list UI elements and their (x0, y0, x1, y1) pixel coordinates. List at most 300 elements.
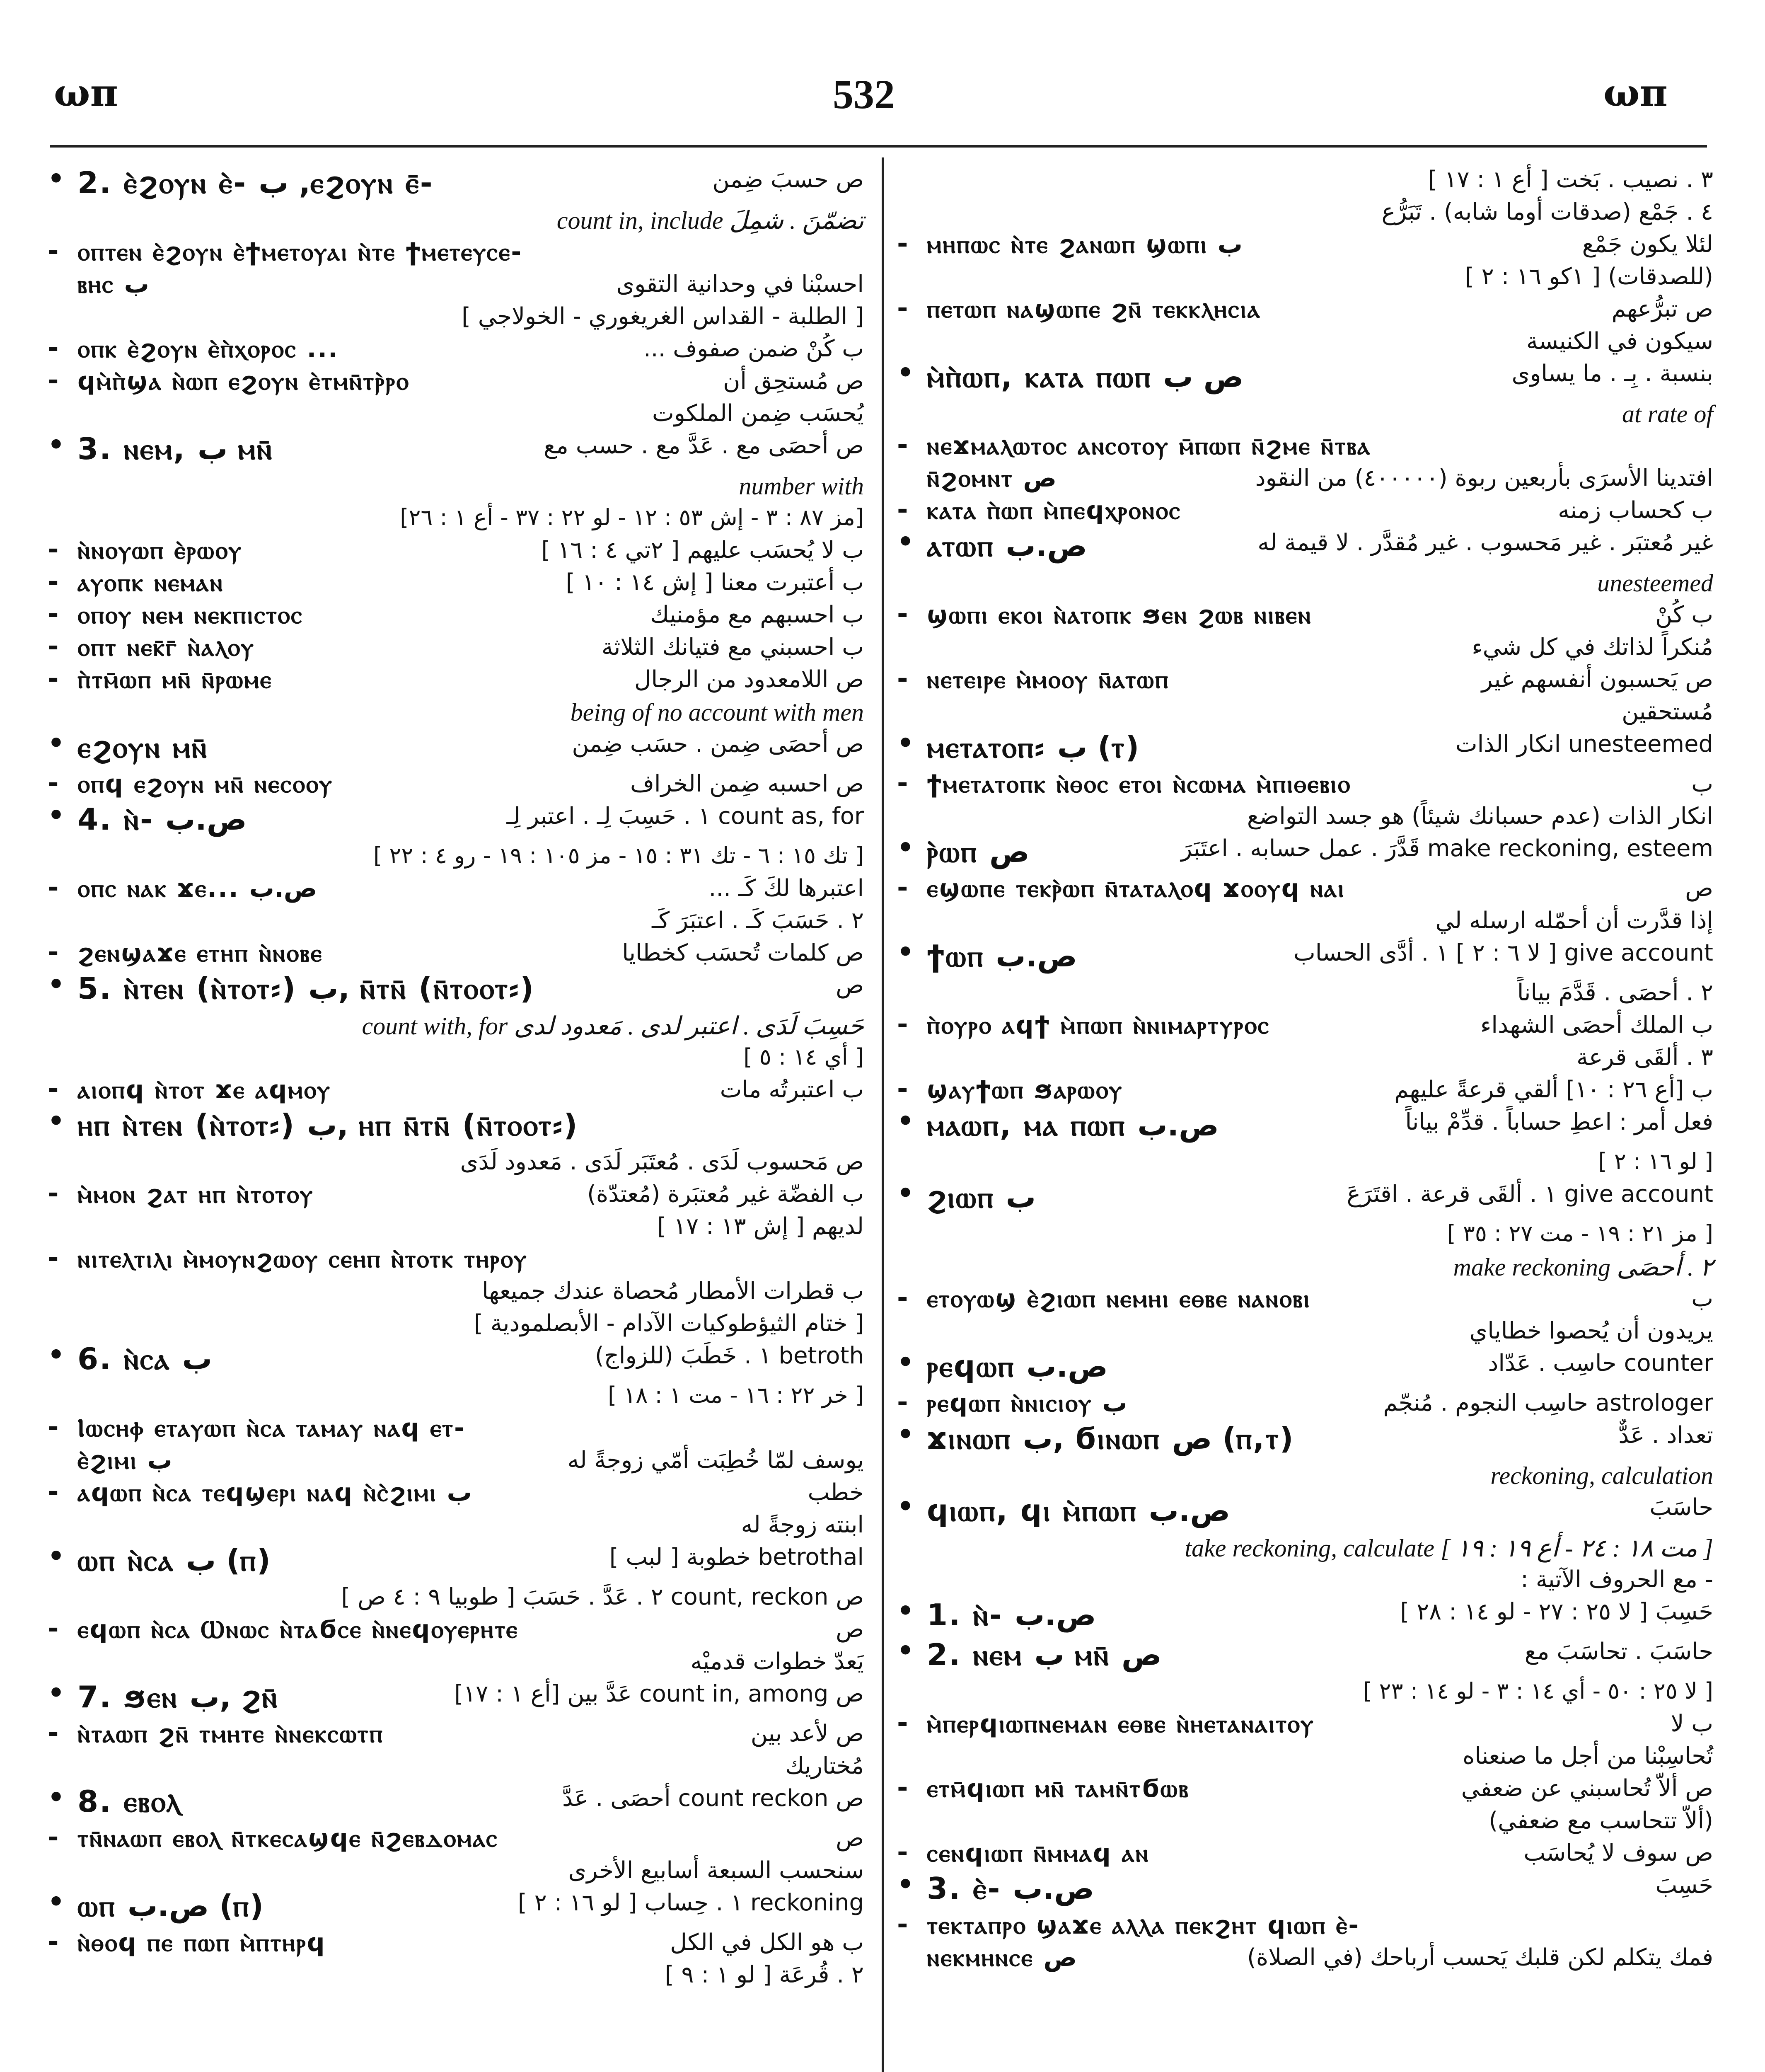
coptic-text: ⲉⲧⲙ̄ϥⲓⲱⲡ ⲙⲛ̄ ⲧⲁⲙⲛ̄ⲧϭⲱⲃ (927, 1774, 1190, 1803)
dictionary-line (897, 1419, 1717, 1459)
dictionary-line (897, 196, 1717, 228)
arabic-gloss: unesteemed انكار الذات (1455, 731, 1713, 758)
coptic-text: 2. ⲉ̀ϩⲟⲩⲛ ⲉ̀- ب ,ⲉϩⲟⲩⲛ ⲉ̄- (77, 165, 434, 200)
coptic-text: 5. ⲛ̀ⲧⲉⲛ (ⲛ̀ⲧⲟⲧ⸗) ب, ⲛ̄ⲧⲛ̄ (ⲛ̄ⲧⲟⲟⲧ⸗) (77, 971, 535, 1006)
arabic-gloss: ب [أع ٢٦ : ١٠] ألقي قرعةً عليهم (1394, 1076, 1713, 1103)
arabic-gloss: ص حسبَ ضِمن (712, 166, 864, 193)
right-column (897, 164, 1717, 2072)
coptic-text: ϣⲱⲡⲓ ⲉⲕⲟⲓ ⲛ̀ⲁⲧⲟⲡⲕ ϧⲉⲛ ϩⲱⲃ ⲛⲓⲃⲉⲛ (927, 600, 1312, 629)
dictionary-line (897, 1347, 1717, 1387)
scripture-reference: [ لا ٢٥ : ٥٠ - أي ١٤ : ٣ - لو ١٤ : ٢٣ ] (1363, 1678, 1713, 1704)
coptic-text: ϩⲉⲛϣⲁϫⲉ ⲉⲧⲏⲡ ⲛ̀ⲛⲟⲃⲉ (77, 939, 323, 968)
dictionary-line (48, 728, 868, 768)
coptic-text: ⲙⲁⲱⲡ, ⲙⲁ ⲡⲱⲡ ص.ب (927, 1108, 1219, 1143)
dictionary-line (897, 1491, 1717, 1531)
entry-bullet: • (48, 1887, 65, 1917)
dictionary-line (48, 300, 868, 333)
header-rule (50, 145, 1707, 148)
dictionary-line (897, 293, 1717, 325)
dictionary-line (897, 1708, 1717, 1740)
coptic-text: ⲟⲡⲟⲩ ⲛⲉⲙ ⲛⲉⲕⲡⲓⲥⲧⲟⲥ (77, 600, 303, 629)
arabic-gloss: ص count reckon أحصَى . عَدَّ (562, 1785, 864, 1812)
arabic-gloss: حاسَبَ (1649, 1494, 1713, 1521)
dictionary-line (897, 358, 1717, 397)
header-left-guide-word: ωπ (54, 70, 118, 115)
dictionary-line (897, 261, 1717, 293)
coptic-text: 4. ⲛ̀- ص.ب (77, 802, 247, 837)
arabic-gloss: ب لا (1671, 1710, 1713, 1737)
arabic-gloss: betrothal خطوبة [ لبب ] (609, 1544, 864, 1571)
arabic-gloss: ٤ . جَمْع (صدقات أوما شابه) . تَبَرُّع (1381, 198, 1713, 225)
arabic-gloss: reckoning ١ . حِساب [ لو ١٦ : ٢ ] (517, 1889, 864, 1916)
arabic-gloss: ٣ . ألقَى قرعة (1576, 1044, 1713, 1071)
entry-bullet: - (897, 1009, 908, 1040)
dictionary-line (897, 696, 1717, 728)
dictionary-line (48, 1380, 868, 1412)
entry-bullet: - (48, 1178, 59, 1209)
dictionary-line (897, 1459, 1717, 1491)
arabic-gloss: حَسِبَ (1655, 1872, 1713, 1899)
scripture-reference: [ خر ٢٢ : ١٦ - مت ١ : ١٨ ] (608, 1382, 864, 1408)
coptic-text: ⲃⲏⲥ ب (77, 270, 149, 299)
dictionary-line (48, 1581, 868, 1613)
entry-bullet: - (48, 1822, 59, 1853)
coptic-text: ϯⲱⲡ ص.ب (927, 939, 1077, 973)
arabic-gloss: ص (1685, 875, 1713, 902)
coptic-text: ϯⲙⲉⲧⲁⲧⲟⲡⲕ ⲛ̀ⲑⲟⲥ ⲉⲧⲟⲓ ⲛ̀ⲥⲱⲙⲁ ⲙ̀ⲡⲓⲑⲉⲃⲓⲟ (927, 770, 1351, 799)
coptic-text: 1. ⲛ̀- ص.ب (927, 1598, 1096, 1632)
arabic-gloss: مُنكراً لذاتك في كل شيء (1472, 634, 1713, 661)
dictionary-line (48, 1750, 868, 1782)
dictionary-line (897, 1869, 1717, 1909)
dictionary-line (48, 768, 868, 800)
entry-bullet: • (897, 1491, 914, 1522)
dictionary-line (48, 1106, 868, 1146)
coptic-text: ⲁⲧⲱⲡ ص.ب (927, 528, 1087, 563)
english-gloss: unesteemed (1597, 569, 1713, 597)
dictionary-line (897, 872, 1717, 905)
dictionary-line (897, 1675, 1717, 1708)
dictionary-line (48, 1509, 868, 1541)
dictionary-line (897, 1805, 1717, 1837)
arabic-gloss: افتدينا الأسرَى بأربعين ربوة (٤٠٠٠٠٠) من النقود (1255, 465, 1713, 491)
entry-bullet: • (48, 1782, 65, 1813)
arabic-gloss: يوسف لمّا خُطِبَت أُمّي زوجةً له (567, 1447, 864, 1474)
dictionary-line (48, 470, 868, 502)
arabic-gloss: ب اعتبرتُه مات (720, 1076, 864, 1103)
coptic-text: ⲙ̀ⲡ̀ⲱⲡ, ⲕⲁⲧⲁ ⲡⲱⲡ ص ب (927, 359, 1244, 394)
coptic-text: ϩⲓⲱⲡ ب (927, 1180, 1036, 1215)
coptic-text: ⲟⲡⲧⲉⲛ ⲉ̀ϩⲟⲩⲛ ⲉ̀ϯⲙⲉⲧⲟⲩⲁⲓ ⲛ̀ⲧⲉ ϯⲙⲉⲧⲉⲩⲥⲉ- (77, 237, 523, 266)
arabic-gloss: ص count in, among عَدَّ بين [أع ١ : ١٧] (454, 1680, 864, 1707)
arabic-gloss: خطب (808, 1479, 864, 1506)
entry-bullet: • (48, 164, 65, 194)
coptic-text: ⲛ̀ⲛⲟⲩⲱⲡ ⲉ̀ⲣⲱⲟⲩ (77, 536, 243, 565)
dictionary-line (897, 768, 1717, 800)
entry-bullet: • (48, 1541, 65, 1572)
arabic-gloss: ص count, reckon ٢ . عَدَّ . حَسَبَ [ طوبيا ٩ : ٤ ص ] (341, 1583, 864, 1610)
entry-bullet: - (897, 293, 908, 324)
coptic-text: ⲟⲡⲧ ⲛⲉⲕ̄ⲅ̄ ⲛ̀ⲁⲗⲟⲩ (77, 633, 255, 662)
dictionary-line (897, 1041, 1717, 1074)
dictionary-line (48, 1927, 868, 1959)
dictionary-line (897, 164, 1717, 196)
coptic-text: ⲧⲉⲕⲧⲁⲡⲣⲟ ϣⲁϫⲉ ⲁⲗⲗⲁ ⲡⲉⲕϩⲏⲧ ϥⲓⲱⲡ ⲉ̀- (927, 1911, 1360, 1940)
arabic-gloss: احسبْنا في وحدانية التقوى (616, 271, 864, 298)
arabic-gloss: ٢ . قُرعَة [ لو ١ : ٩ ] (665, 1961, 864, 1988)
arabic-gloss: ص مُستحِق أن (723, 368, 864, 395)
entry-bullet: • (48, 1678, 65, 1709)
dictionary-line (897, 1315, 1717, 1347)
coptic-text: 3. ⲉ̀- ص.ب (927, 1871, 1094, 1906)
arabic-gloss: ب أُعتبرت معنا [ إش ١٤ : ١٠ ] (566, 569, 864, 596)
dictionary-line (897, 1772, 1717, 1805)
arabic-gloss: تعداد . عَدٌّ (1618, 1422, 1713, 1449)
dictionary-line (48, 1541, 868, 1581)
coptic-text: ⲉ̀ϩⲓⲙⲓ ب (77, 1446, 172, 1475)
scripture-reference: [ أي ١٤ : ٥ ] (743, 1044, 864, 1070)
dictionary-line (48, 1307, 868, 1340)
arabic-gloss: counter حاسِب . عَدّاد (1488, 1350, 1713, 1377)
dictionary-line (48, 397, 868, 430)
dictionary-line (48, 268, 868, 300)
arabic-gloss: ص سوف لا يُحاسَب (1523, 1840, 1713, 1866)
arabic-gloss: count as, for ١ . حَسِبَ لِـ . اعتبر لِـ (506, 803, 864, 830)
dictionary-line (48, 840, 868, 872)
coptic-text: ⲣⲉϥⲱⲡ ⲛ̀ⲛⲓⲥⲓⲟⲩ ب (927, 1389, 1127, 1418)
scripture-reference: [ مز ٢١ : ١٩ - مت ٢٧ : ٣٥ ] (1447, 1220, 1713, 1247)
arabic-gloss: give account ١ . ألقَى قرعة . اقتَرَعَ (1347, 1181, 1713, 1208)
coptic-text: ⲡⲉⲧⲱⲡ ⲛⲁϣⲱⲡⲉ ϩⲛ̄ ⲧⲉⲕⲕⲗⲏⲥⲓⲁ (927, 295, 1261, 324)
entry-bullet: - (48, 663, 59, 694)
arabic-gloss: (للصدقات) [ ١كو ١٦ : ٢ ] (1465, 263, 1713, 290)
arabic-gloss: ٢ . أحصَى . قَدَّمَ بياناً (1517, 979, 1713, 1006)
dictionary-line (48, 1822, 868, 1854)
english-gloss: count in, include تضمّنَ . شمِلَ (556, 207, 864, 234)
entry-bullet: - (48, 937, 59, 968)
dictionary-line (48, 1678, 868, 1718)
arabic-gloss: ب كُنْ (1655, 601, 1713, 628)
coptic-text: ⲉⲧⲟⲩⲱϣ ⲉ̀ϩⲓⲱⲡ ⲛⲉⲙⲏⲓ ⲉⲑⲃⲉ ⲛⲁⲛⲟⲃⲓ (927, 1284, 1311, 1313)
dictionary-line (897, 1636, 1717, 1675)
coptic-text: ⲙ̀ⲙⲟⲛ ϩⲁⲧ ⲏⲡ ⲛ̀ⲧⲟⲧⲟⲩ (77, 1180, 314, 1209)
arabic-gloss: لديهم [ إش ١٣ : ١٧ ] (657, 1213, 864, 1240)
arabic-gloss: ص يَحسبون أنفسهم غير (1481, 666, 1713, 693)
entry-bullet: • (897, 527, 914, 557)
coptic-text: ⲱⲡ ⲛ̀ⲥⲁ ب (ⲡ) (77, 1543, 271, 1578)
dictionary-line (897, 631, 1717, 663)
coptic-text: 2. ⲛⲉⲙ ب ⲙⲛ̄ ص (927, 1637, 1162, 1672)
dictionary-line (48, 1243, 868, 1275)
dictionary-line (48, 696, 868, 728)
coptic-text: ⲡ̀ⲟⲩⲣⲟ ⲁϥϯ ⲙ̀ⲡⲱⲡ ⲛ̀ⲛⲓⲙⲁⲣⲧⲩⲣⲟⲥ (927, 1011, 1270, 1040)
dictionary-line (48, 534, 868, 566)
coptic-text: ⲟⲡⲥ ⲛⲁⲕ ϫⲉ... ص.ب (77, 874, 317, 903)
coptic-text: ϥⲙ̀ⲡ̀ϣⲁ ⲛ̀ⲱⲡ ⲉϩⲟⲩⲛ ⲉ̀ⲧⲙⲛ̄ⲧⲣ̀ⲣⲟ (77, 367, 410, 396)
english-gloss: being of no account with men (570, 699, 864, 726)
entry-bullet: - (48, 631, 59, 662)
dictionary-line (897, 462, 1717, 494)
entry-bullet: - (897, 1772, 908, 1803)
arabic-gloss: ب (1691, 770, 1713, 797)
arabic-gloss: حاسَبَ . تحاسَبَ مع (1524, 1638, 1713, 1665)
coptic-text: ⲱⲡ ص.ب (ⲡ) (77, 1888, 264, 1923)
dictionary-line (48, 365, 868, 397)
entry-bullet: - (897, 768, 908, 799)
entry-bullet: • (897, 937, 914, 968)
entry-bullet: • (897, 1596, 914, 1627)
arabic-gloss: ص مَحسوب لَدَى . مُعتَبَر لَدَى . مَعدود لَدَى (460, 1148, 864, 1175)
arabic-gloss: ب لا يُحسَب عليهم [ ٢تي ٤ : ١٦ ] (541, 537, 864, 564)
coptic-text: 8. ⲉⲃⲟⲗ (77, 1784, 181, 1819)
dictionary-line (897, 1218, 1717, 1250)
dictionary-line (48, 1412, 868, 1444)
entry-bullet: • (897, 1347, 914, 1378)
dictionary-line (48, 937, 868, 969)
coptic-text: ϣⲁⲩϯⲱⲡ ϧⲁⲣⲱⲟⲩ (927, 1075, 1123, 1104)
arabic-gloss: ص (836, 1616, 864, 1643)
coptic-text: Ⲓⲱⲥⲏⲫ ⲉⲧⲁⲩⲱⲡ ⲛ̀ⲥⲁ ⲧⲁⲙⲁⲩ ⲛⲁϥ ⲉⲧ- (77, 1414, 466, 1443)
dictionary-line (897, 228, 1717, 261)
arabic-gloss: make reckoning, esteem قَدَّرَ . عمل حسابه . اعتَبَرَ (1181, 835, 1713, 862)
arabic-gloss: سنحسب السبعة أسابيع الأخرى (568, 1857, 864, 1884)
dictionary-line (897, 800, 1717, 833)
arabic-gloss: يريدون أن يُحصوا خطاياي (1469, 1317, 1713, 1344)
dictionary-line (48, 1275, 868, 1307)
dictionary-line (48, 1074, 868, 1106)
coptic-text: ⲙⲉⲧⲁⲧⲟⲡ⸗ ب (ⲧ) (927, 730, 1139, 765)
dictionary-line (897, 833, 1717, 872)
entry-bullet: - (48, 566, 59, 597)
arabic-gloss: بنسبة . بِـ . ما يساوى (1511, 360, 1713, 387)
coptic-text: ⲛⲓⲧⲉⲗⲧⲓⲗⲓ ⲙ̀ⲙⲟⲩⲛϩⲱⲟⲩ ⲥⲉⲏⲡ ⲛ̀ⲧⲟⲧⲕ ⲧⲏⲣⲟⲩ (77, 1244, 528, 1273)
arabic-gloss: astrologer حاسِب النجوم . مُنجّم (1383, 1389, 1713, 1416)
dictionary-line (897, 599, 1717, 631)
dictionary-line (48, 599, 868, 631)
arabic-gloss: اعتبرها لكَ كَـ ... (708, 875, 864, 902)
arabic-gloss: ص احسبه ضِمن الخراف (630, 770, 864, 797)
coptic-text: ⲟⲡⲕ ⲉ̀ϩⲟⲩⲛ ⲉ̀ⲡ̀ⲭⲟⲣⲟⲥ ... (77, 334, 339, 363)
coptic-text: ⲉϩⲟⲩⲛ ⲙⲛ̄ (77, 730, 208, 765)
arabic-gloss: ص تبرُّعهم (1611, 295, 1713, 322)
entry-bullet: - (897, 1283, 908, 1313)
dictionary-line (48, 1887, 868, 1927)
dictionary-line (897, 977, 1717, 1009)
coptic-text: ⲁⲩⲟⲡⲕ ⲛⲉⲙⲁⲛ (77, 568, 224, 597)
entry-bullet: - (897, 1909, 908, 1940)
dictionary-line (48, 1959, 868, 1991)
coptic-text: ⲙ̀ⲡⲉⲣϥⲓⲱⲡⲛⲉⲙⲁⲛ ⲉⲑⲃⲉ ⲛ̀ⲏⲉⲧⲁⲛⲁⲓⲧⲟⲩ (927, 1709, 1315, 1738)
dictionary-line (48, 1718, 868, 1750)
arabic-gloss: [ ختام الثيؤطوكيات الآدام - الأبصلمودية ] (474, 1310, 864, 1337)
entry-bullet: • (48, 430, 65, 460)
arabic-gloss: غير مُعتبَر . غير مَحسوب . غير مُقدَّر . لا قيمة له (1257, 529, 1713, 556)
dictionary-line (897, 728, 1717, 768)
coptic-text: ⲣⲉϥⲱⲡ ص.ب (927, 1349, 1108, 1384)
dictionary-line (897, 1909, 1717, 1941)
entry-bullet: - (48, 872, 59, 903)
arabic-gloss: يُحسَب ضِمن الملكوت (652, 400, 864, 427)
entry-bullet: - (897, 494, 908, 525)
arabic-gloss: ص اللامعدود من الرجال (634, 666, 864, 693)
dictionary-line (897, 1387, 1717, 1419)
coptic-text: 3. ⲛⲉⲙ, ب ⲙⲛ̄ (77, 431, 273, 466)
dictionary-line (897, 527, 1717, 566)
dictionary-line (48, 1340, 868, 1380)
arabic-gloss: (ألاّ تتحاسب مع ضعفي) (1489, 1807, 1713, 1834)
coptic-text: ⲛ̄ϩⲟⲙⲛⲧ ص (927, 464, 1057, 493)
dictionary-line (897, 1146, 1717, 1178)
arabic-gloss: ب الملك أحصَى الشهداء (1480, 1012, 1713, 1038)
entry-bullet: - (897, 872, 908, 903)
header-right-guide-word: ωπ (1603, 70, 1668, 115)
dictionary-line (48, 1854, 868, 1887)
arabic-gloss: ب الفضّة غير مُعتبَرة (مُعتدّة) (587, 1181, 864, 1208)
entry-bullet: - (48, 534, 59, 565)
coptic-text: ⲁϥⲱⲡ ⲛ̀ⲥⲁ ⲧⲉϥϣⲉⲣⲓ ⲛⲁϥ ⲛ̀ⲥ̀ϩⲓⲙⲓ ب (77, 1478, 472, 1507)
arabic-gloss: betroth ١ . خَطَبَ (للزواج) (595, 1342, 864, 1369)
arabic-gloss: ب كحساب زمنه (1558, 497, 1713, 524)
entry-bullet: • (897, 1106, 914, 1137)
entry-bullet: - (897, 1387, 908, 1418)
coptic-text: ⲁⲓⲟⲡϥ ⲛ̀ⲧⲟⲧ ϫⲉ ⲁϥⲙⲟⲩ (77, 1075, 331, 1104)
dictionary-line (897, 1941, 1717, 1974)
entry-bullet: - (48, 1412, 59, 1443)
entry-bullet: • (48, 1106, 65, 1137)
dictionary-line (897, 663, 1717, 696)
scripture-reference: [ لو ١٦ : ٢ ] (1598, 1148, 1713, 1174)
dictionary-line (897, 937, 1717, 977)
entry-bullet: - (897, 1837, 908, 1868)
scripture-reference: [مز ٨٧ : ٣ - إش ٥٣ : ١٢ - لو ٢٢ : ٣٧ - أع ١ : ٢٦] (400, 504, 864, 530)
entry-bullet: - (48, 333, 59, 363)
arabic-gloss: ٣ . نصيب . بَخت [ أع ١ : ١٧ ] (1428, 166, 1713, 193)
entry-bullet: • (897, 1869, 914, 1900)
arabic-gloss: لئلا يكون جَمْع (1582, 231, 1713, 258)
dictionary-line (897, 1740, 1717, 1772)
entry-bullet: - (897, 599, 908, 629)
dictionary-line (48, 631, 868, 663)
dictionary-line (897, 1564, 1717, 1596)
coptic-text: ⲧⲛ̄ⲛⲁⲱⲡ ⲉⲃⲟⲗ ⲛ̄ⲧⲕⲉⲥⲁϣϥⲉ ⲛ̄ϩⲉⲃⲇⲟⲙⲁⲥ (77, 1824, 498, 1853)
arabic-gloss: ب احسبني مع فتيانك الثلاثة (601, 634, 864, 661)
entry-bullet: • (897, 1636, 914, 1666)
dictionary-line (48, 333, 868, 365)
coptic-text: 7. ϧⲉⲛ ب, ϩⲛ̄ (77, 1680, 278, 1714)
entry-bullet: - (48, 1613, 59, 1644)
page-number: 532 (833, 71, 895, 117)
arabic-gloss: حَسِبَ [ لا ٢٥ : ٢٧ - لو ١٤ : ٢٨ ] (1400, 1598, 1713, 1625)
dictionary-line (897, 1596, 1717, 1636)
dictionary-line (48, 1210, 868, 1243)
arabic-gloss: [ الطلبة - القداس الغريغوري - الخولاجي ] (462, 303, 864, 330)
arabic-gloss: ب قطرات الأمطار مُحصاة عندك جميعها (482, 1278, 864, 1305)
dictionary-line (48, 566, 868, 599)
entry-bullet: - (48, 1243, 59, 1273)
dictionary-line (897, 1178, 1717, 1218)
coptic-text: ⲛ̀ⲑⲟϥ ⲡⲉ ⲡⲱⲡ ⲙ̀ⲡⲧⲏⲣϥ (77, 1928, 326, 1957)
entry-bullet: - (897, 1708, 908, 1738)
arabic-gloss: يَعدّ خطوات قدميْه (690, 1648, 864, 1675)
dictionary-line (897, 1283, 1717, 1315)
coptic-text: ⲛⲉⲕⲙⲏⲛⲥⲉ ص (927, 1943, 1077, 1972)
coptic-text: ⲕⲁⲧⲁ ⲡ̀ⲱⲡ ⲙ̀ⲡⲉϥⲭⲣⲟⲛⲟⲥ (927, 496, 1181, 525)
dictionary-line (897, 566, 1717, 599)
coptic-text: ⲏⲡ ⲛ̀ⲧⲉⲛ (ⲛ̀ⲧⲟⲧ⸗) ب, ⲏⲡ ⲛ̄ⲧⲛ̄ (ⲛ̄ⲧⲟⲟⲧ⸗) (77, 1108, 579, 1143)
dictionary-line (48, 969, 868, 1009)
coptic-text: ⲛⲉⲧⲉⲓⲣⲉ ⲙ̀ⲙⲟⲟⲩ ⲛ̄ⲁⲧⲱⲡ (927, 665, 1170, 694)
arabic-gloss: مُستحقين (1622, 698, 1713, 725)
coptic-text: ⲡ̀ⲧⲙ̄ⲱⲡ ⲙⲛ̄ ⲛ̄ⲣⲱⲙⲉ (77, 665, 273, 694)
entry-bullet: - (48, 1477, 59, 1507)
dictionary-line (48, 872, 868, 905)
dictionary-line (48, 236, 868, 268)
entry-bullet: - (897, 430, 908, 460)
arabic-gloss: ب كُنْ ضمن صفوف ... (643, 335, 864, 362)
dictionary-line (897, 430, 1717, 462)
dictionary-line (897, 1250, 1717, 1283)
english-gloss: at rate of (1622, 400, 1713, 428)
entry-bullet: • (897, 1178, 914, 1209)
arabic-gloss: - مع الحروف الآتية : (1521, 1566, 1713, 1593)
entry-bullet: - (48, 599, 59, 629)
dictionary-line (48, 1146, 868, 1178)
arabic-gloss: إذا قدَّرت أن أحمّله ارسله لي (1435, 907, 1713, 934)
dictionary-line (897, 1531, 1717, 1564)
dictionary-line (897, 325, 1717, 358)
entry-bullet: - (48, 1074, 59, 1104)
arabic-gloss: ص أحصَى ضِمن . حسَب ضِمن (572, 731, 864, 758)
coptic-text: ⲛ̀ⲧⲁⲱⲡ ϩⲛ̄ ⲧⲙⲏⲧⲉ ⲛ̀ⲛⲉⲕⲥⲱⲧⲡ (77, 1719, 384, 1748)
scripture-reference: [ تك ١٥ : ٦ - تك ٣١ : ١٥ - مز ١٠٥ : ١٩ - رو ٤ : ٢٢ ] (373, 842, 864, 869)
entry-bullet: • (897, 833, 914, 863)
dictionary-line (48, 1477, 868, 1509)
dictionary-line (48, 1178, 868, 1210)
dictionary-line (48, 1009, 868, 1041)
dictionary-line (897, 1837, 1717, 1869)
coptic-text: ⲥⲉⲛϥⲓⲱⲡ ⲛ̄ⲙⲙⲁϥ ⲁⲛ (927, 1839, 1149, 1868)
entry-bullet: - (48, 365, 59, 396)
entry-bullet: • (897, 728, 914, 759)
arabic-gloss: ب احسبهم مع مؤمنيك (650, 601, 864, 628)
english-gloss: count with, for حَسِبَ لَدَى . اعتبر لدى . مَعدود لدى (362, 1012, 864, 1040)
coptic-text: ⲛⲉϫⲙⲁⲗⲱⲧⲟⲥ ⲁⲛⲥⲟⲧⲟⲩ ⲙ̄ⲡⲱⲡ ⲛ̄ϩⲙⲉ ⲛ̄ⲧⲃⲁ (927, 431, 1371, 460)
entry-bullet: - (48, 1718, 59, 1748)
arabic-gloss: انكار الذات (عدم حسبانك شيئاً) هو جسد التواضع (1247, 803, 1713, 830)
arabic-gloss: ب هو الكل في الكل (670, 1929, 864, 1956)
arabic-gloss: ص ألاّ تُحاسبني عن ضعفي (1461, 1775, 1713, 1802)
arabic-gloss: تُحاسِبْنا من أجل ما صنعناه (1463, 1743, 1713, 1769)
arabic-gloss: give account [ لا ٦ : ٢ ] ١ . أدَّى الحساب (1294, 939, 1713, 966)
dictionary-line (48, 905, 868, 937)
dictionary-line (48, 1444, 868, 1477)
english-gloss: number with (739, 472, 864, 500)
dictionary-line (897, 397, 1717, 430)
entry-bullet: • (897, 358, 914, 388)
dictionary-line (48, 1646, 868, 1678)
coptic-text: ⲉϥⲱⲡ ⲛ̀ⲥⲁ Ⲱⲛⲱⲥ ⲛ̀ⲧⲁϭⲥⲉ ⲛ̀ⲛⲉϥⲟⲩⲉⲣⲏⲧⲉ (77, 1615, 519, 1644)
entry-bullet: • (48, 728, 65, 759)
entry-bullet: - (897, 663, 908, 694)
entry-bullet: - (897, 228, 908, 259)
dictionary-line (48, 663, 868, 696)
arabic-gloss: ص (836, 972, 864, 999)
english-gloss: reckoning, calculation (1490, 1462, 1713, 1489)
entry-bullet: • (48, 969, 65, 1000)
arabic-gloss: مُختاريك (785, 1752, 864, 1779)
coptic-text: ⲟⲡϥ ⲉϩⲟⲩⲛ ⲙⲛ̄ ⲛⲉⲥⲟⲟⲩ (77, 770, 333, 799)
entry-bullet: - (48, 236, 59, 266)
